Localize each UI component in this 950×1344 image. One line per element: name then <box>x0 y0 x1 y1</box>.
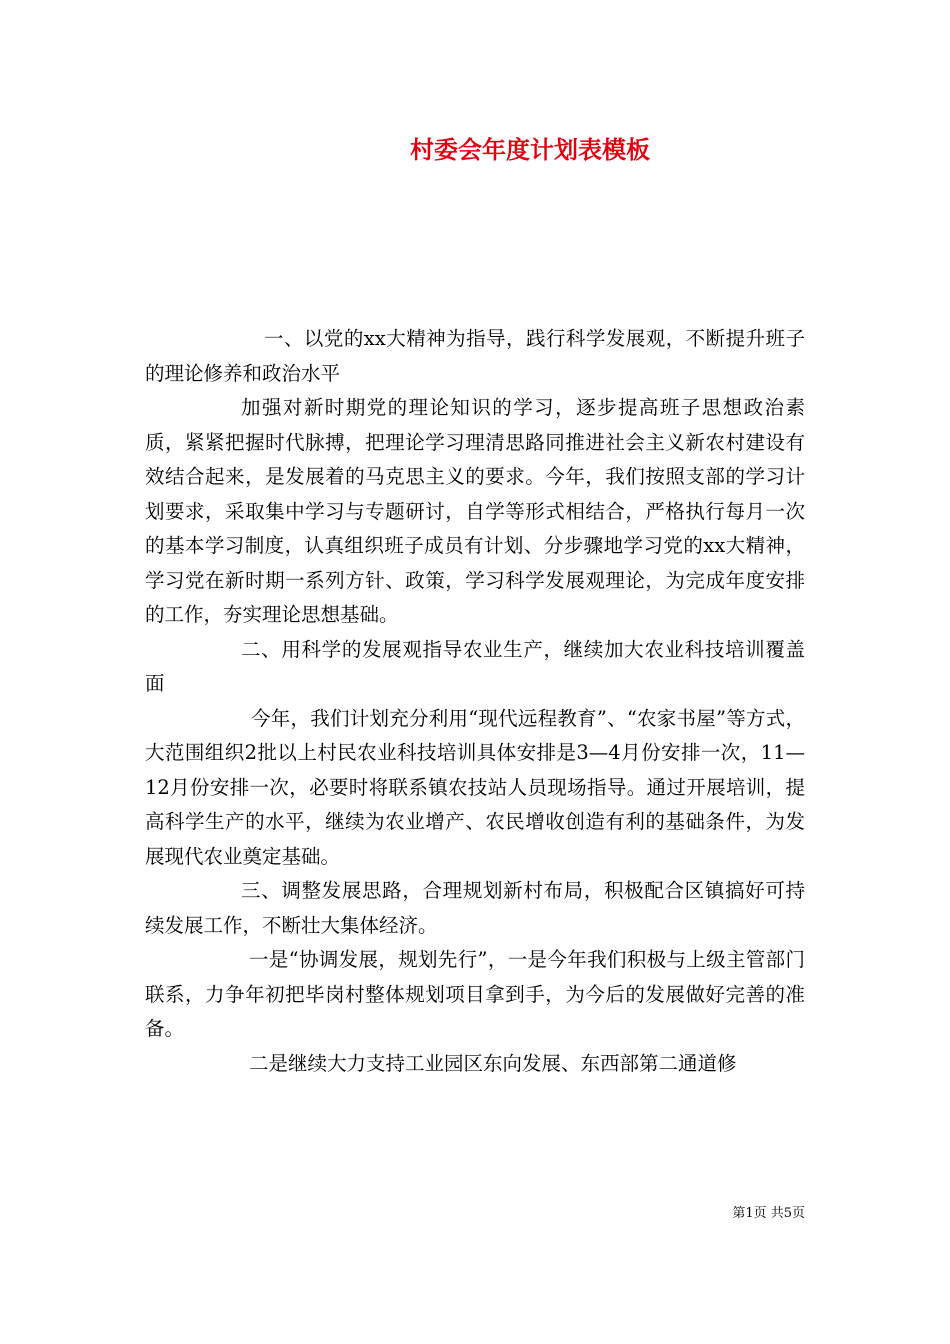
body-paragraph-3: 一是“协调发展，规划先行”，一是今年我们积极与上级主管部门联系，力争年初把毕岗村整体规划项目拿到手，为今后的发展做好完善的准备。 <box>145 948 805 1040</box>
page-number: 第1页 共5页 <box>732 1206 805 1221</box>
body-paragraph-1: 加强对新时期党的理论知识的学习，逐步提高班子思想政治素质，紧紧把握时代脉搏，把理论学习理清思路同推进社会主义新农村建设有效结合起来，是发展着的马克思主义的要求。今年，我们按照支部的学习计划要求，采取集中学习与专题研讨，自学等形式相结合，严格执行每月一次的基本学习制度，认真组织班子成员有计划、分步骤地学习党的xx大精神，学习党在新时期一系列方针、政策，学习科学发展观理论，为完成年度安排的工作，夯实理论思想基础。 <box>145 396 805 626</box>
section-heading-2: 二、用科学的发展观指导农业生产，继续加大农业科技培训覆盖面 <box>145 637 805 695</box>
document-body <box>145 322 805 1081</box>
section-heading-1: 一、以党的xx大精神为指导，践行科学发展观，不断提升班子的理论修养和政治水平 <box>145 327 805 385</box>
document-title: 村委会年度计划表模板 <box>410 135 650 164</box>
body-paragraph-4: 二是继续大力支持工业园区东向发展、东西部第二通道修 <box>249 1051 737 1075</box>
section-heading-3: 三、调整发展思路，合理规划新村布局，积极配合区镇搞好可持续发展工作，不断壮大集体经济。 <box>145 879 805 937</box>
body-paragraph-2: 今年，我们计划充分利用“现代远程教育”、“农家书屋”等方式，大范围组织2批以上村民农业科技培训具体安排是3—4月份安排一次，11—12月份安排一次，必要时将联系镇农技站人员现场指导。通过开展培训，提高科学生产的水平，继续为农业增产、农民增收创造有利的基础条件，为发展现代农业奠定基础。 <box>145 706 805 868</box>
